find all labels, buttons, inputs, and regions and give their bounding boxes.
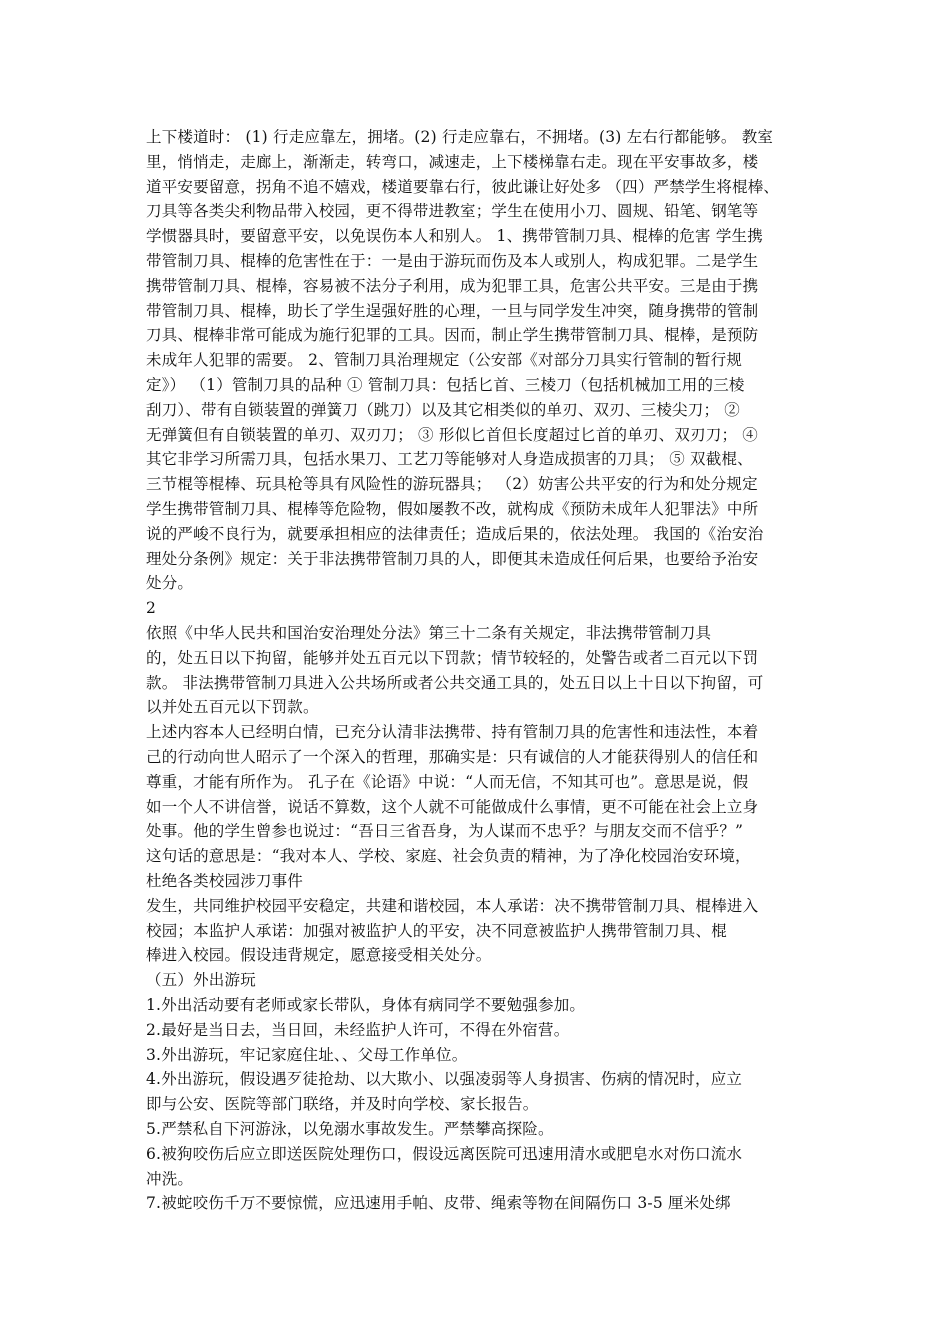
text-line: 4.外出游玩，假设遇歹徒抢劫、以大欺小、以强凌弱等人身损害、伤病的情况时，应立 xyxy=(146,1070,743,1089)
text-line: 道平安要留意，拐角不追不嬉戏，楼道要靠右行，彼此谦让好处多 （四）严禁学生将棍棒、 xyxy=(146,177,780,196)
text-line: 上述内容本人已经明白情，已充分认清非法携带、持有管制刀具的危害性和违法性，本着 xyxy=(146,723,759,742)
text-line: 7.被蛇咬伤千万不要惊慌，应迅速用手帕、皮带、绳索等物在间隔伤口 3-5 厘米处绑 xyxy=(146,1194,731,1213)
text-line: 款。 非法携带管制刀具进入公共场所或者公共交通工具的，处五日以上十日以下拘留，可 xyxy=(146,673,764,692)
text-line: 上下楼道时： (1) 行走应靠左，拥堵。(2) 行走应靠右，不拥堵。(3) 左右行都能够。 教室 xyxy=(146,128,774,146)
text-line: 以并处五百元以下罚款。 xyxy=(146,698,319,717)
text-line: 即与公安、医院等部门联络，并及时向学校、家长报告。 xyxy=(146,1095,539,1114)
text-line: 刀具、棍棒非常可能成为施行犯罪的工具。因而，制止学生携带管制刀具、棍棒，是预防 xyxy=(146,326,759,345)
text-line: 杜绝各类校园涉刀事件 xyxy=(146,872,304,890)
text-line: （五）外出游玩 xyxy=(146,971,256,990)
text-line: 2.最好是当日去，当日回，未经监护人许可，不得在外宿营。 xyxy=(146,1020,570,1039)
text-line: 5.严禁私自下河游泳，以免溺水事故发生。严禁攀高探险。 xyxy=(146,1120,554,1138)
text-line: 刮刀）、带有自锁装置的弹簧刀（跳刀）以及其它相类似的单刃、双刃、三棱尖刀； ② xyxy=(146,400,740,419)
text-line: 未成年人犯罪的需要。 2、管制刀具治理规定（公安部《对部分刀具实行管制的暂行规 xyxy=(146,351,743,370)
text-line: 尊重，才能有所作为。 孔子在《论语》中说：“人而无信，不知其可也”。意思是说，假 xyxy=(146,772,749,791)
text-line: 里，悄悄走，走廊上，渐渐走，转弯口，减速走，上下楼梯靠右走。现在平安事故多，楼 xyxy=(146,152,759,171)
text-line: 带管制刀具、棍棒，助长了学生逞强好胜的心理，一旦与同学发生冲突，随身携带的管制 xyxy=(146,301,759,320)
text-line: 如一个人不讲信誉，说话不算数，这个人就不可能做成什么事情，更不可能在社会上立身 xyxy=(146,797,759,816)
text-line: 带管制刀具、棍棒的危害性在于：一是由于游玩而伤及本人或别人，构成犯罪。二是学生 xyxy=(146,252,759,270)
text-line: 的，处五日以下拘留，能够并处五百元以下罚款；情节较轻的，处警告或者二百元以下罚 xyxy=(146,648,759,667)
text-line: 学惯器具时，要留意平安，以免误伤本人和别人。 1、携带管制刀具、棍棒的危害 学生携 xyxy=(146,227,763,246)
text-line: 3.外出游玩，牢记家庭住址、、父母工作单位。 xyxy=(146,1045,468,1064)
text-line: 理处分条例》规定：关于非法携带管制刀具的人，即便其未造成任何后果，也要给予治安 xyxy=(146,549,759,568)
text-line: 刀具等各类尖利物品带入校园，更不得带进教室；学生在使用小刀、圆规、铅笔、钢笔等 xyxy=(146,202,759,221)
text-line: 说的严峻不良行为，就要承担相应的法律责任；造成后果的，依法处理。 我国的《治安治 xyxy=(146,524,764,543)
text-line: 这句话的意思是：“我对本人、学校、家庭、社会负责的精神，为了净化校园治安环境， xyxy=(146,847,751,866)
text-line: 1.外出活动要有老师或家长带队，身体有病同学不要勉强参加。 xyxy=(146,996,586,1014)
text-line: 携带管制刀具、棍棒，容易被不法分子利用，成为犯罪工具，危害公共平安。三是由于携 xyxy=(146,276,759,295)
text-line: 定》） （1）管制刀具的品种 ① 管制刀具：包括匕首、三棱刀（包括机械加工用的三棱 xyxy=(146,376,745,394)
text-line: 己的行动向世人昭示了一个深入的哲理，那确实是：只有诚信的人才能获得别人的信任和 xyxy=(146,748,759,766)
text-line: 校园；本监护人承诺：加强对被监护人的平安，决不同意被监护人携带管制刀具、棍 xyxy=(146,921,727,940)
text-line: 发生，共同维护校园平安稳定，共建和谐校园，本人承诺：决不携带管制刀具、棍棒进入 xyxy=(146,896,759,915)
text-line: 三节棍等棍棒、玩具枪等具有风险性的游玩器具； （2）妨害公共平安的行为和处分规定 xyxy=(146,475,758,494)
text-line: 无弹簧但有自锁装置的单刃、双刃刀； ③ 形似匕首但长度超过匕首的单刃、双刃刀； ④ xyxy=(146,425,758,444)
text-line: 处事。他的学生曾参也说过：“吾日三省吾身，为人谋而不忠乎？与朋友交而不信乎？” xyxy=(146,822,744,841)
text-line: 处分。 xyxy=(146,574,194,593)
text-line: 6.被狗咬伤后应立即送医院处理伤口，假设远离医院可迅速用清水或肥皂水对伤口流水 xyxy=(146,1144,743,1163)
text-line: 其它非学习所需刀具，包括水果刀、工艺刀等能够对人身造成损害的刀具； ⑤ 双截棍、 xyxy=(146,450,753,469)
text-line: 冲洗。 xyxy=(146,1169,194,1188)
text-line: 2 xyxy=(146,599,157,618)
text-line: 学生携带管制刀具、棍棒等危险物，假如屡教不改，就构成《预防未成年人犯罪法》中所 xyxy=(146,500,759,518)
text-line: 依照《中华人民共和国治安治理处分法》第三十二条有关规定，非法携带管制刀具 xyxy=(146,624,712,642)
text-line: 棒进入校园。假设违背规定，愿意接受相关处分。 xyxy=(146,946,492,965)
